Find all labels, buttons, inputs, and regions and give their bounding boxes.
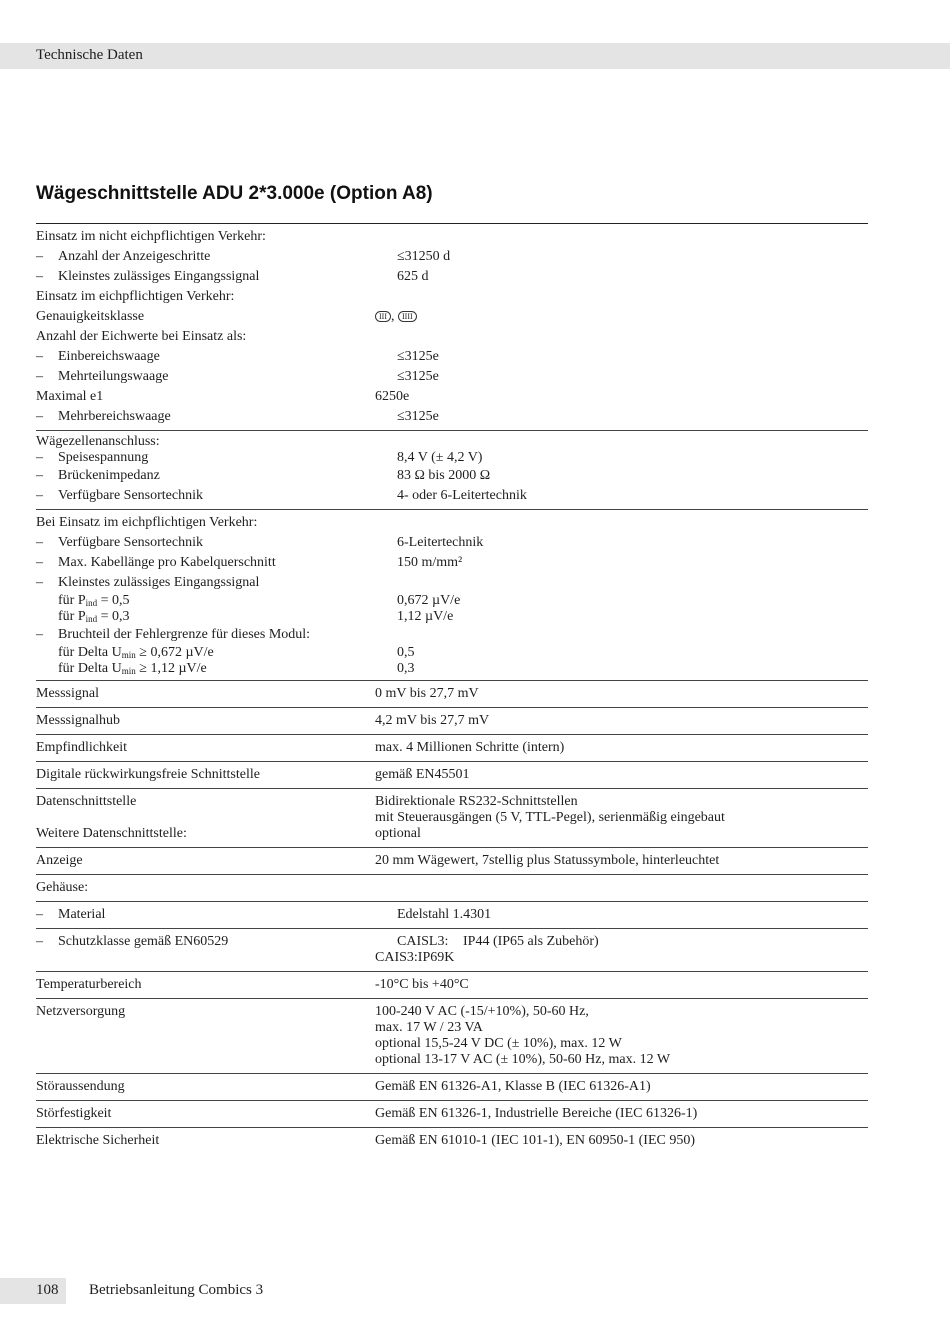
spec-row: – Anzahl der Anzeigeschritte ≤31250 d [36, 249, 451, 264]
spec-group-netzversorgung: Netzversorgung 100-240 V AC (-15/+10%), 50-60 Hz, max. 17 W / 23 VA optional 15,5-24 V DC (± 10%), max. 12 W optional 13-17 V AC (± 10%), 50-60 Hz, max. 12 W [36, 999, 868, 1074]
spec-heading: Einsatz im nicht eichpflichtigen Verkehr: [36, 229, 266, 244]
spec-row: – Kleinstes zulässiges Eingangssignal [36, 575, 260, 590]
accuracy-class-iiii-icon: IIII [398, 311, 417, 322]
spec-group-gehaeuse: Gehäuse: [36, 875, 868, 902]
spec-row: für Delta $U_{min} \ge 1,12$ µV/e 0,3 [58, 661, 415, 676]
spec-group-temperatur: Temperaturbereich -10°C bis +40°C [36, 972, 868, 999]
spec-row: Genauigkeitsklasse III , IIII [36, 307, 868, 327]
spec-row: – Bruchteil der Fehlergrenze für dieses Modul: [36, 627, 311, 642]
spec-group-schutzklasse: – Schutzklasse gemäß EN60529 CAISL3: IP44 (IP65 als Zubehör) CAIS3:IP69K [36, 929, 868, 972]
spec-group-messsignal: Messsignal 0 mV bis 27,7 mV [36, 681, 868, 708]
spec-group-datenschnittstelle: Datenschnittstelle Bidirektionale RS232-Schnittstellen mit Steuerausgängen (5 V, TTL-Pegel), serienmäßig eingebaut Weitere Datenschnittstelle: optional [36, 789, 868, 848]
spec-group-digitale: Digitale rückwirkungsfreie Schnittstelle gemäß EN45501 [36, 762, 868, 789]
spec-row: für Delta $U_{min} \ge 0,672$ µV/e 0,5 [58, 645, 415, 660]
spec-row: – Brückenimpedanz 83 Ω bis 2000 Ω [36, 468, 491, 483]
spec-group-einsatz [36, 224, 868, 431]
spec-row: für $P_{ind} = 0,3$ 1,12 µV/e [58, 609, 454, 624]
spec-group-sicherheit: Elektrische Sicherheit Gemäß EN 61010-1 (IEC 101-1), EN 60950-1 (IEC 950) [36, 1133, 695, 1148]
spec-row: für $P_{ind} = 0,5$ 0,672 µV/e [58, 593, 461, 608]
spec-group-anzeige: Anzeige 20 mm Wägewert, 7stellig plus Statussymbole, hinterleuchtet [36, 848, 868, 875]
spec-heading: Anzahl der Eichwerte bei Einsatz als: [36, 329, 247, 344]
spec-heading: Einsatz im eichpflichtigen Verkehr: [36, 289, 235, 304]
accuracy-class-iii-icon: III [375, 311, 391, 322]
page-number: 108 [36, 1282, 59, 1298]
footer-doc-title: Betriebsanleitung Combics 3 [89, 1282, 264, 1298]
spec-row: Maximal e1 6250e [36, 389, 410, 404]
spec-group-messsignalhub: Messsignalhub 4,2 mV bis 27,7 mV [36, 708, 868, 735]
footer-page-band [0, 1278, 66, 1304]
section-title: Technische Daten [36, 47, 143, 63]
spec-row: – Mehrbereichswaage ≤3125e [36, 409, 439, 424]
spec-row: – Speisespannung 8,4 V (± 4,2 V) [36, 450, 483, 465]
spec-group-empfindlichkeit: Empfindlichkeit max. 4 Millionen Schritte (intern) [36, 735, 868, 762]
spec-row: – Mehrteilungswaage ≤3125e [36, 369, 439, 384]
spec-group-stoeraussendung: Störaussendung Gemäß EN 61326-A1, Klasse B (IEC 61326-A1) [36, 1074, 868, 1101]
spec-group-eichpflichtig [36, 510, 868, 681]
spec-row: – Max. Kabellänge pro Kabelquerschnitt 150 m/mm² [36, 555, 463, 570]
spec-table [36, 223, 868, 1154]
spec-group-material: – Material Edelstahl 1.4301 [36, 902, 868, 929]
header-band [0, 43, 950, 69]
spec-row: – Verfügbare Sensortechnik 6-Leitertechnik [36, 535, 484, 550]
spec-row: – Kleinstes zulässiges Eingangssignal 625 d [36, 269, 429, 284]
spec-row: – Einbereichswaage ≤3125e [36, 349, 439, 364]
spec-group-stoerfestigkeit: Störfestigkeit Gemäß EN 61326-1, Industrielle Bereiche (IEC 61326-1) [36, 1101, 868, 1128]
spec-heading: Wägezellenanschluss: [36, 434, 160, 449]
spec-heading: Bei Einsatz im eichpflichtigen Verkehr: [36, 515, 258, 530]
page-title: Wägeschnittstelle ADU 2*3.000e (Option A8) [36, 183, 433, 204]
spec-row: – Verfügbare Sensortechnik 4- oder 6-Leitertechnik [36, 488, 527, 503]
spec-group-waegezellen [36, 431, 868, 510]
